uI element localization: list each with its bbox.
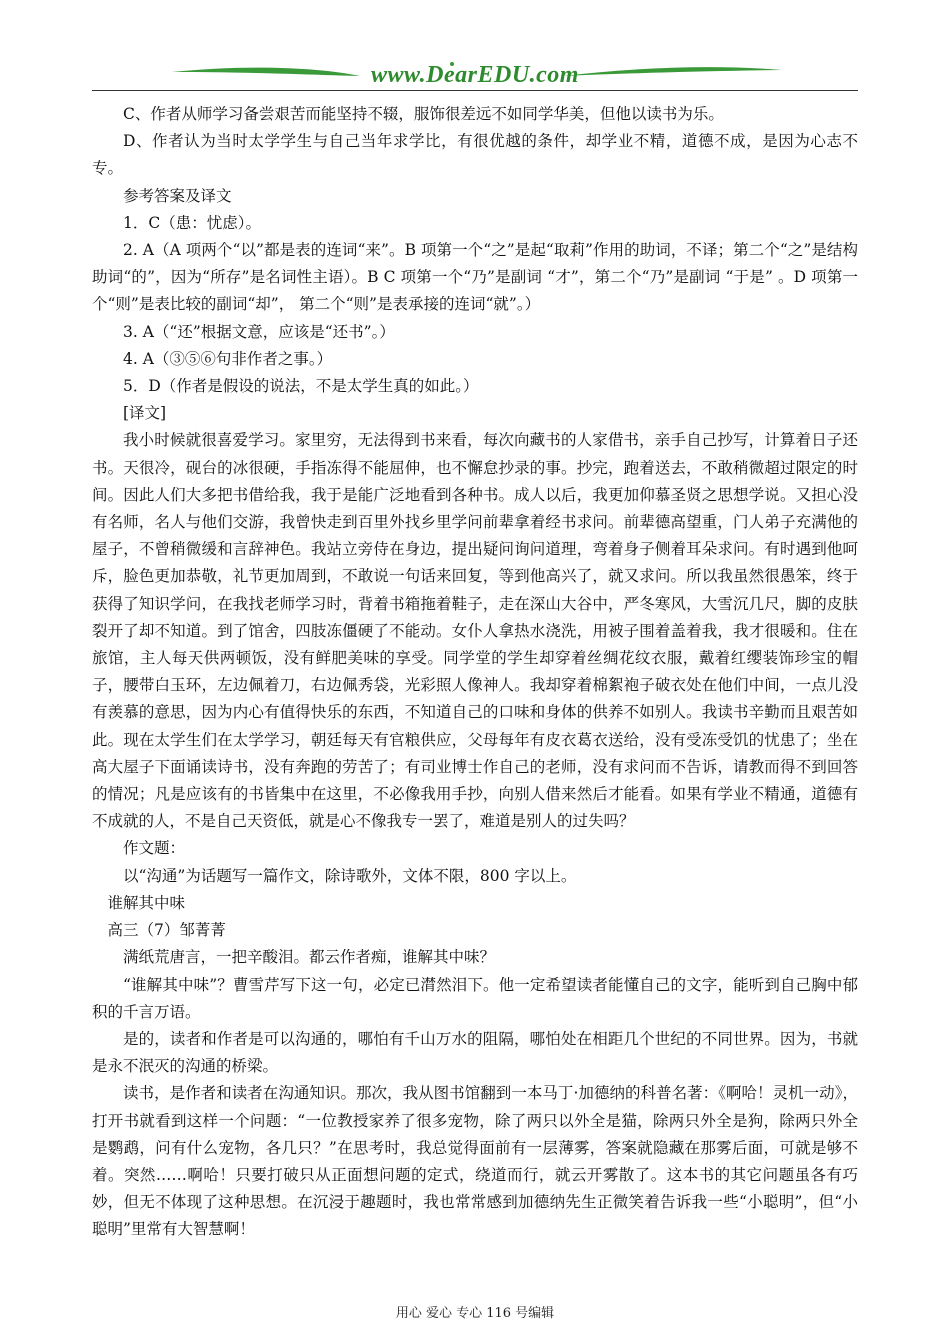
essay-paragraph: 读书，是作者和读者在沟通知识。那次，我从图书馆翻到一本马丁·加德纳的科普名著：《啊哈！灵机一动》，打开书就看到这样一个问题：“一位教授家养了很多宠物，除了两只以外全是猫，除两只外全是狗，除两只外全是鹦鹉，问有什么宠物，各几只？”在思考时，我总觉得面前有一层薄雾，答案就隐藏在那雾后面，可就是够不着。突然……啊哈！只要打破只从正面想问题的定式，绕道而行，就云开雾散了。这本书的其它问题虽各有巧妙，但无不体现了这种思想。在沉浸于趣题时，我也常常感到加德纳先生正微笑着告诉我一些“小聪明”，但“小聪明”里常有大智慧啊！ [92, 1084, 858, 1239]
answer-title: 参考答案及译文 [123, 186, 232, 205]
essay-prompt-label: 作文题： [123, 839, 186, 858]
answer-4: 4. A（③⑤⑥句非作者之事。） [123, 349, 333, 368]
answer-2: 2. A（A 项两个“以”都是表的连词“来”。B 项第一个“之”是起“取莉”作用的助词，不译；第二个“之”是结构助词“的”，因为“所存”是名词性主语）。B C 项第一个“乃”是副词 “才”，第二个“乃”是副词 “于是” 。D 项第一个“则”是表比较的副词“却”， 第二个“则”是表承接的连词“就”。） [92, 241, 858, 314]
essay-paragraph: “谁解其中味”？曹雪芹写下这一句，必定已潸然泪下。他一定希望读者能懂自己的文字，能听到自己胸中郁积的千言万语。 [92, 975, 858, 1021]
translation-text: 我小时候就很喜爱学习。家里穷，无法得到书来看，每次向藏书的人家借书，亲手自己抄写，计算着日子还书。天很冷，砚台的冰很硬，手指冻得不能屈伸，也不懈怠抄录的事。抄完，跑着送去，不敢稍微超过限定的时间。因此人们大多把书借给我，我于是能广泛地看到各种书。成人以后，我更加仰慕圣贤之思想学说。又担心没有名师，名人与他们交游，我曾快走到百里外找乡里学问前辈拿着经书求问。前辈德高望重，门人弟子充满他的屋子，不曾稍微缓和言辞神色。我站立旁侍在身边，提出疑问询问道理，弯着身子侧着耳朵求问。有时遇到他呵斥，脸色更加恭敬，礼节更加周到，不敢说一句话来回复，等到他高兴了，就又求问。所以我虽然很愚笨，终于获得了知识学问，在我找老师学习时，背着书箱拖着鞋子，走在深山大谷中，严冬寒风，大雪沉几尺，脚的皮肤裂开了却不知道。到了馆舍，四肢冻僵硬了不能动。女仆人拿热水浇洗，用被子围着盖着我，我才很暖和。住在旅馆，主人每天供两顿饭，没有鲜肥美味的享受。同学堂的学生却穿着丝绸花纹衣服，戴着红缨装饰珍宝的帽子，腰带白玉环，左边佩着刀，右边佩秀袋，光彩照人像神人。我却穿着棉絮袍子破衣处在他们中间，一点儿没有羡慕的意思，因为内心有值得快乐的东西，不知道自己的口味和身体的供养不如别人。我读书辛勤而且艰苦如此。现在太学生们在太学学习，朝廷每天有官粮供应，父母每年有皮衣葛衣送给，没有受冻受饥的忧患了；坐在高大屋子下面诵读诗书，没有奔跑的劳苦了；有司业博士作自己的老师，没有求问而不告诉，请教而得不到回答的情况；凡是应该有的书皆集中在这里，不必像我用手抄，向别人借来然后才能看。如果有学业不精通，道德有不成就的人，不是自己天资低，就是心不像我专一罢了，难道是别人的过失吗？ [92, 431, 858, 831]
document-body [92, 101, 858, 1244]
site-header [92, 58, 858, 92]
header-rule [92, 90, 858, 91]
answer-5: 5．D（作者是假设的说法，不是太学生真的如此。） [123, 377, 479, 396]
essay-title: 谁解其中味 [107, 893, 186, 912]
essay-paragraph: 满纸荒唐言，一把辛酸泪。都云作者痴，谁解其中味？ [123, 948, 496, 967]
site-logo[interactable]: www.DearEDU.com [371, 62, 579, 88]
essay-prompt: 以“沟通”为话题写一篇作文，除诗歌外，文体不限，800 字以上。 [123, 866, 577, 885]
translation-label: [译文] [123, 404, 167, 423]
option-d: D、作者认为当时太学学生与自己当年求学比，有很优越的条件，却学业不精，道德不成，是因为心志不专。 [92, 132, 858, 178]
essay-author: 高三（7）邹菁菁 [107, 921, 226, 940]
option-c: C、作者从师学习备尝艰苦而能坚持不辍，服饰很差远不如同学华美，但他以读书为乐。 [123, 105, 724, 123]
page-footer: 用心 爱心 专心 116 号编辑 [395, 1306, 555, 1321]
answer-1: 1．C（患：忧虑）。 [123, 213, 261, 232]
essay-paragraph: 是的，读者和作者是可以沟通的，哪怕有千山万水的阻隔，哪怕处在相距几个世纪的不同世界。因为，书就是永不泯灭的沟通的桥梁。 [92, 1029, 858, 1076]
answer-3: 3. A（“还”根据文意，应该是“还书”。） [123, 322, 395, 341]
